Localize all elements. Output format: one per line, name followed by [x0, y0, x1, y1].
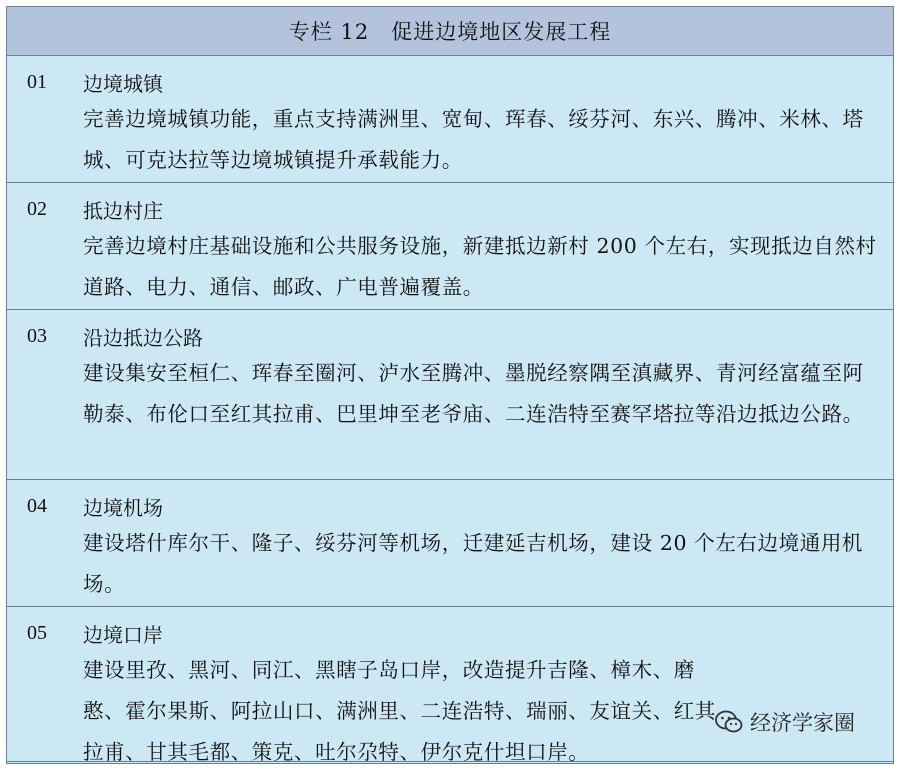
section-number: 05: [27, 621, 47, 644]
section-border-villages: [7, 183, 893, 310]
watermark: [714, 707, 855, 737]
panel-title: [7, 7, 893, 56]
section-number: 04: [27, 494, 47, 517]
section-border-airports: [7, 480, 893, 607]
section-border-ports: [7, 607, 893, 762]
section-number: 03: [27, 324, 47, 347]
column-name: 促进边境地区发展工程: [391, 20, 612, 44]
section-text: 建设里孜、黑河、同江、黑瞎子岛口岸，改造提升吉隆、樟木、磨憨、霍尔果斯、阿拉山口、满洲里、二连浩特、瑞丽、友谊关、红其拉甫、甘其毛都、策克、吐尔尕特、伊尔克什坦口岸。: [83, 658, 716, 764]
section-number: 02: [27, 197, 47, 220]
wechat-icon: [714, 709, 744, 735]
special-column-panel: [6, 6, 894, 764]
section-heading: 抵边村庄: [83, 198, 163, 223]
column-label: 专栏 12: [288, 20, 370, 44]
section-heading: 边境城镇: [83, 71, 163, 96]
section-text: 完善边境村庄基础设施和公共服务设施，新建抵边新村 200 个左右，实现抵边自然村道路、电力、通信、邮政、广电普遍覆盖。: [83, 234, 877, 299]
section-heading: 边境口岸: [83, 622, 163, 647]
section-border-roads: [7, 310, 893, 480]
watermark-label: 经济学家圈: [750, 711, 855, 735]
section-number: 01: [27, 70, 47, 93]
section-heading: 边境机场: [83, 495, 163, 520]
section-text: 完善边境城镇功能，重点支持满洲里、宽甸、珲春、绥芬河、东兴、腾冲、米林、塔城、可克达拉等边境城镇提升承载能力。: [83, 107, 864, 172]
section-text: 建设塔什库尔干、隆子、绥芬河等机场，迁建延吉机场，建设 20 个左右边境通用机场。: [83, 531, 864, 596]
section-text: 建设集安至桓仁、珲春至圈河、泸水至腾冲、墨脱经察隅至滇藏界、青河经富蕴至阿勒泰、布伦口至红其拉甫、巴里坤至老爷庙、二连浩特至赛罕塔拉等沿边抵边公路。: [83, 361, 864, 426]
section-border-towns: [7, 56, 893, 183]
section-heading: 沿边抵边公路: [83, 325, 203, 350]
